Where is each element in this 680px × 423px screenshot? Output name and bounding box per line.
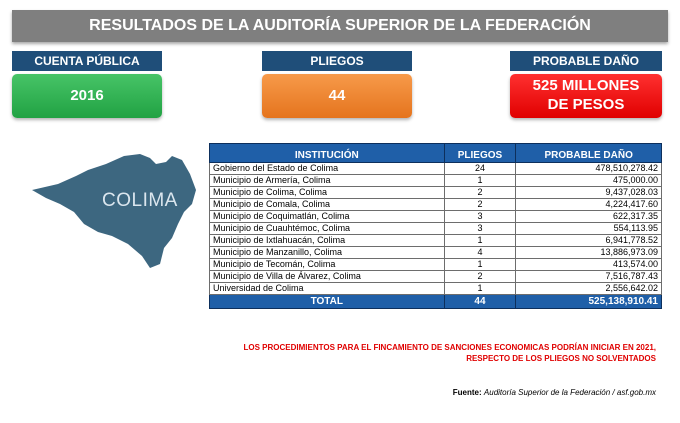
map-label: COLIMA	[102, 190, 178, 211]
table-total-row	[210, 295, 662, 309]
cell-pliegos: 1	[444, 283, 516, 295]
table-row	[210, 271, 662, 283]
cell-institucion: Municipio de Colima, Colima	[210, 187, 445, 199]
page-title: RESULTADOS DE LA AUDITORÍA SUPERIOR DE LA FEDERACIÓN	[12, 10, 668, 42]
cell-pliegos: 24	[444, 163, 516, 175]
cell-institucion: Gobierno del Estado de Colima	[210, 163, 445, 175]
table-row	[210, 199, 662, 211]
note-line-1: LOS PROCEDIMIENTOS PARA EL FINCAMIENTO DE SANCIONES ECONOMICAS PODRÍAN INICIAR EN 2021,	[243, 343, 656, 352]
cell-pliegos: 2	[444, 271, 516, 283]
cell-pliegos: 4	[444, 247, 516, 259]
cell-institucion: Municipio de Villa de Álvarez, Colima	[210, 271, 445, 283]
cell-dano: 6,941,778.52	[516, 235, 662, 247]
cell-institucion: Universidad de Colima	[210, 283, 445, 295]
cell-dano: 478,510,278.42	[516, 163, 662, 175]
kpi-pliegos-value: 44	[262, 74, 412, 118]
cell-pliegos: 2	[444, 199, 516, 211]
kpi-probable-dano-value: 525 MILLONES DE PESOS	[510, 74, 662, 118]
kpi-cuenta-publica-value: 2016	[12, 74, 162, 118]
cell-dano: 413,574.00	[516, 259, 662, 271]
cell-pliegos: 3	[444, 223, 516, 235]
cell-institucion: Municipio de Ixtlahuacán, Colima	[210, 235, 445, 247]
cell-institucion: Municipio de Cuauhtémoc, Colima	[210, 223, 445, 235]
cell-pliegos: 1	[444, 175, 516, 187]
results-table	[209, 143, 662, 309]
header-pliegos: PLIEGOS	[444, 144, 516, 163]
table-header-row	[210, 144, 662, 163]
table-row	[210, 187, 662, 199]
cell-institucion: Municipio de Comala, Colima	[210, 199, 445, 211]
header-institucion: INSTITUCIÓN	[210, 144, 445, 163]
kpi-cuenta-publica-label: CUENTA PÚBLICA	[12, 51, 162, 71]
cell-dano: 475,000.00	[516, 175, 662, 187]
table-row	[210, 223, 662, 235]
kpi-pliegos-label: PLIEGOS	[262, 51, 412, 71]
cell-institucion: Municipio de Manzanillo, Colima	[210, 247, 445, 259]
cell-dano: 4,224,417.60	[516, 199, 662, 211]
table-row	[210, 259, 662, 271]
cell-pliegos: 2	[444, 187, 516, 199]
total-dano: 525,138,910.41	[516, 295, 662, 309]
total-label: TOTAL	[210, 295, 445, 309]
source-text: Auditoría Superior de la Federación / asf.gob.mx	[483, 388, 656, 397]
table-row	[210, 175, 662, 187]
cell-dano: 7,516,787.43	[516, 271, 662, 283]
note-text	[216, 342, 656, 364]
cell-pliegos: 3	[444, 211, 516, 223]
table-row	[210, 235, 662, 247]
table-row	[210, 211, 662, 223]
cell-dano: 9,437,028.03	[516, 187, 662, 199]
source-label: Fuente:	[452, 388, 482, 397]
kpi-probable-dano-label: PROBABLE DAÑO	[510, 51, 662, 71]
cell-pliegos: 1	[444, 259, 516, 271]
cell-institucion: Municipio de Armería, Colima	[210, 175, 445, 187]
source-credit	[453, 388, 656, 397]
cell-institucion: Municipio de Coquimatlán, Colima	[210, 211, 445, 223]
cell-dano: 2,556,642.02	[516, 283, 662, 295]
cell-dano: 554,113.95	[516, 223, 662, 235]
header-probable-dano: PROBABLE DAÑO	[516, 144, 662, 163]
table-row	[210, 247, 662, 259]
cell-pliegos: 1	[444, 235, 516, 247]
table-row	[210, 283, 662, 295]
cell-dano: 622,317.35	[516, 211, 662, 223]
note-line-2: RESPECTO DE LOS PLIEGOS NO SOLVENTADOS	[466, 354, 656, 363]
total-pliegos: 44	[444, 295, 516, 309]
cell-institucion: Municipio de Tecomán, Colima	[210, 259, 445, 271]
table-row	[210, 163, 662, 175]
cell-dano: 13,886,973.09	[516, 247, 662, 259]
